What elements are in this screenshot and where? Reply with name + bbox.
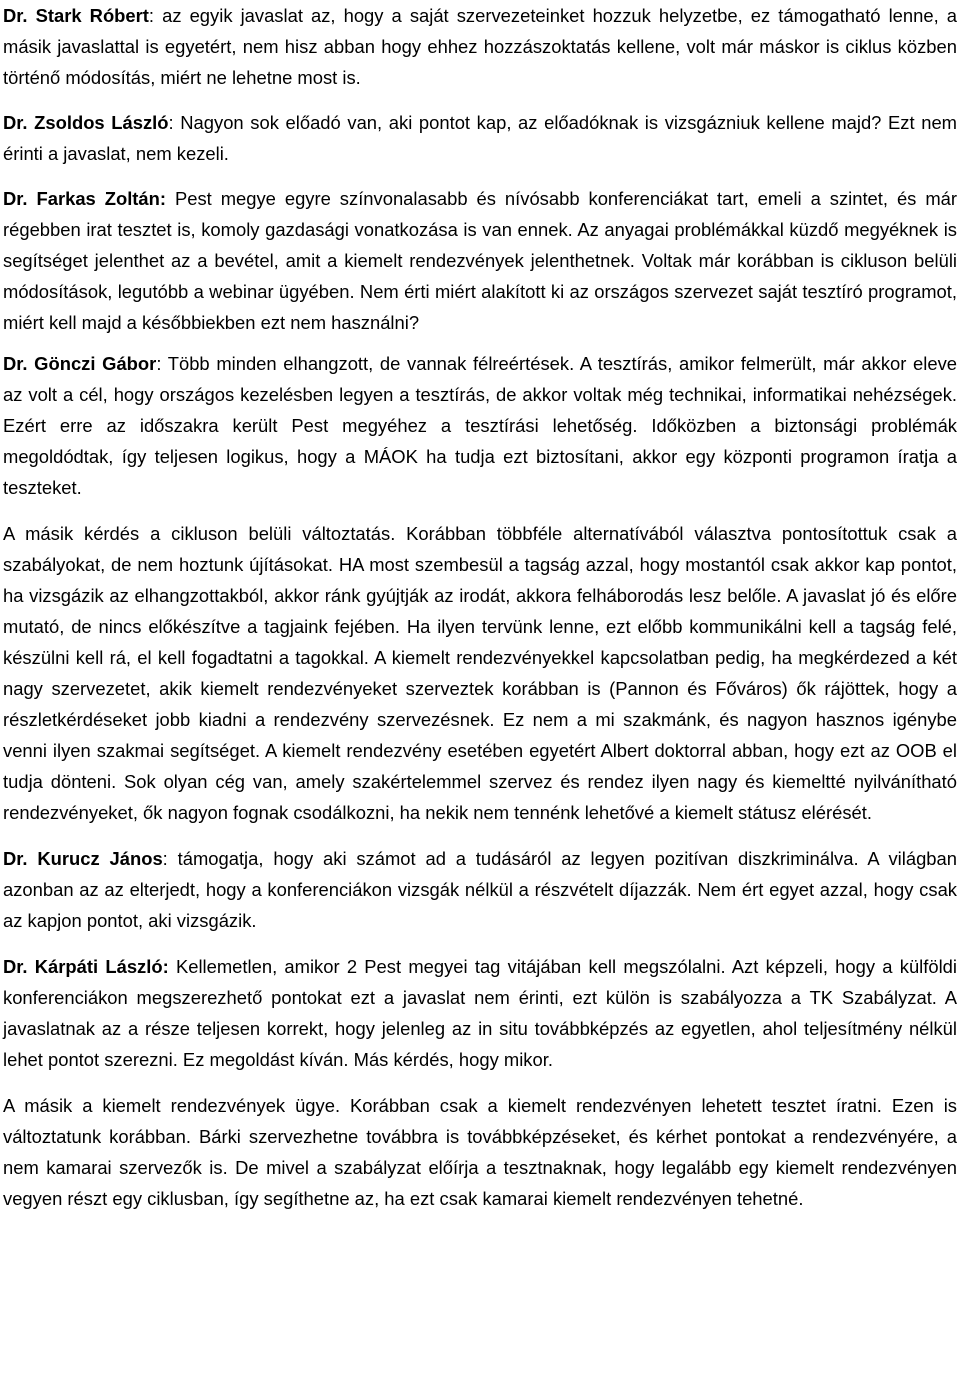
paragraph-gonczi-continued	[3, 518, 957, 828]
speaker-name: Dr. Zsoldos László	[3, 112, 169, 133]
paragraph-text: : az egyik javaslat az, hogy a saját szervezeteinket hozzuk helyzetbe, ez támogatható lenne, a másik javaslattal is egyetért, nem hisz abban hogy ehhez hozzászoktatás kellene, volt már máskor is ciklus közben történő módosítás, miért ne lehetne most is.	[3, 5, 957, 88]
document-page	[3, 0, 957, 1214]
paragraph-text: A másik kérdés a cikluson belüli változtatás. Korábban többféle alternatívából választva pontosítottuk csak a szabályokat, de nem hoztunk újításokat. HA most szembesül a tagság azzal, hogy mostantól csak akkor kap pontot, ha vizsgázik az elhangzottakból, akkor ránk gyújtják az irodát, akkora felháborodás lesz belőle. A javaslat jó és előre mutató, de nincs előkészítve a tagjaink fejében. Ha ilyen tervünk lenne, ezt előbb kommunikálni kell a tagság felé, készülni kell rá, el kell fogadtatni a tagokkal. A kiemelt rendezvényekkel kapcsolatban pedig, ha megkérdezed a két nagy szervezetet, akik kiemelt rendezvényeket szerveztek korábban is (Pannon és Főváros) ők rájöttek, hogy a részletkérdéseket jobb kiadni a rendezvény szervezésnek. Ez nem a mi szakmánk, és nagyon hasznos igénybe venni ilyen szakmai segítséget. A kiemelt rendezvény esetében egyetért Albert doktorral abban, hogy ezt az OOB el tudja dönteni. Sok olyan cég van, amely szakértelemmel szervez és rendez ilyen nagy és kiemeltté nyilvánítható rendezvényeket, ők nagyon fognak csodálkozni, ha nekik nem tennénk lehetővé a kiemelt státusz elérését.	[3, 523, 957, 823]
paragraph-text: A másik a kiemelt rendezvények ügye. Korábban csak a kiemelt rendezvényen lehetett tesztet íratni. Ezen is változtatunk korábban. Bárki szervezhetne továbbra is továbbképzéseket, és kérhet pontokat a rendezvényére, a nem kamarai szervezők is. De mivel a szabályzat előírja a tesztnaknak, hogy legalább egy kiemelt rendezvényen vegyen részt egy ciklusban, így segíthetne az, ha ezt csak kamarai kiemelt rendezvényen tehetné.	[3, 1095, 957, 1209]
paragraph-zsoldos	[3, 107, 957, 169]
speaker-name: Dr. Kárpáti László:	[3, 956, 169, 977]
paragraph-karpati-continued	[3, 1090, 957, 1214]
speaker-name: Dr. Kurucz János	[3, 848, 163, 869]
speaker-name: Dr. Farkas Zoltán:	[3, 188, 167, 209]
paragraph-text: Pest megye egyre színvonalasabb és nívósabb konferenciákat tart, emeli a szintet, és már régebben irat tesztet is, komoly gazdasági vonatkozása is van ennek. Az anyagai problémákkal küzdő megyéknek is segítséget jelenthet az a bevétel, amit a kiemelt rendezvények jelenthetnek. Voltak már korábban is cikluson belüli módosítások, legutóbb a webinar ügyében. Nem érti miért alakított ki az országos szervezet saját tesztíró programot, miért kell majd a későbbiekben ezt nem használni?	[3, 188, 957, 333]
paragraph-text: : Több minden elhangzott, de vannak félreértések. A tesztírás, amikor felmerült, már akkor eleve az volt a cél, hogy országos kezelésben legyen a tesztírás, de akkor voltak még technikai, informatikai nehézségek. Ezért erre az időszakra került Pest megyéhez a tesztírási lehetőség. Időközben a biztonsági problémák megoldódtak, így teljesen logikus, hogy a MÁOK ha tudja ezt biztosítani, akkor egy központi programon íratja a teszteket.	[3, 353, 958, 498]
paragraph-gonczi	[3, 348, 957, 503]
paragraph-text: : támogatja, hogy aki számot ad a tudásáról az legyen pozitívan diszkriminálva. A világban azonban az az elterjedt, hogy a konferenciákon vizsgák nélkül a részvételt díjazzák. Nem ért egyet azzal, hogy csak az kapjon pontot, aki vizsgázik.	[3, 848, 957, 931]
paragraph-text: Kellemetlen, amikor 2 Pest megyei tag vitájában kell megszólalni. Azt képzeli, hogy a külföldi konferenciákon megszerezhető pontokat ezt a javaslat nem érinti, ezt külön is szabályozza a TK Szabályzat. A javaslatnak az a része teljesen korrekt, hogy jelenleg az in situ továbbképzés az egyetlen, ahol teljesítmény nélkül lehet pontot szerezni. Ez megoldást kíván. Más kérdés, hogy mikor.	[3, 956, 957, 1070]
speaker-name: Dr. Gönczi Gábor	[3, 353, 157, 374]
paragraph-karpati	[3, 951, 957, 1075]
paragraph-farkas	[3, 183, 957, 338]
speaker-name: Dr. Stark Róbert	[3, 5, 149, 26]
paragraph-stark	[3, 0, 957, 93]
paragraph-kurucz	[3, 843, 957, 936]
paragraph-text: : Nagyon sok előadó van, aki pontot kap, az előadóknak is vizsgázniuk kellene majd? Ezt nem érinti a javaslat, nem kezeli.	[3, 112, 958, 164]
